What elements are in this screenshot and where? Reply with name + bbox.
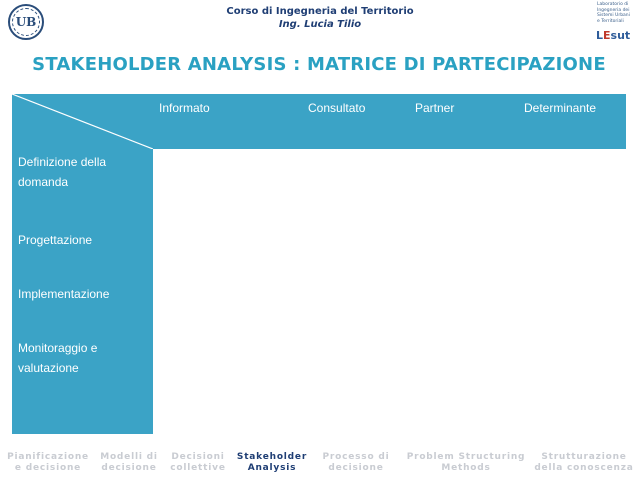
- nav-label-line2: collettive: [170, 463, 226, 473]
- nav-label-line1: Modelli di: [100, 452, 158, 462]
- teacher-name: Ing. Lucia Tilio: [278, 19, 362, 30]
- column-partner: Partner: [415, 101, 455, 115]
- nav-strutturazione-conoscenza[interactable]: [532, 452, 636, 474]
- row-definizione-domanda: Definizione della domanda: [18, 155, 107, 189]
- nav-label-line2: Analysis: [247, 463, 297, 473]
- lab-logo-line: Sistemi Urbani: [597, 13, 630, 18]
- nav-label-line1: Pianificazione: [7, 452, 89, 462]
- lab-logo-mark-a: L: [596, 29, 604, 42]
- lab-logo-mark-c: sut: [610, 29, 631, 42]
- lab-logo-line: Laboratorio di: [597, 2, 629, 7]
- university-seal-letters: UB: [12, 8, 40, 36]
- nav-label-line2: decisione: [101, 463, 157, 473]
- nav-problem-structuring-methods[interactable]: [402, 452, 530, 474]
- nav-pianificazione-decisione[interactable]: [2, 452, 94, 474]
- university-seal-logo: [8, 4, 44, 40]
- nav-label-line2: decisione: [328, 463, 384, 473]
- nav-label-line2: e decisione: [14, 463, 82, 473]
- column-consultato: Consultato: [308, 101, 366, 115]
- lab-logo-mark-b: E: [603, 29, 611, 42]
- footer-navigation: [0, 448, 638, 478]
- nav-label-line2: Methods: [441, 463, 491, 473]
- row-implementazione: Implementazione: [18, 287, 110, 301]
- lab-logo-line: e Territoriali: [597, 18, 624, 24]
- nav-label-line1: Processo di: [322, 452, 390, 462]
- page-title: STAKEHOLDER ANALYSIS : MATRICE DI PARTECIPAZIONE: [32, 54, 606, 75]
- lab-logo-mark: [596, 29, 630, 42]
- lab-logo-line: Ingegneria dei: [597, 7, 630, 13]
- matrix-row-header: [12, 149, 153, 434]
- corner-diagonal-divider: [12, 94, 153, 149]
- course-header: [190, 5, 450, 31]
- nav-label-line1: Stakeholder: [236, 452, 308, 462]
- nav-label-line1: Problem Structuring: [406, 452, 526, 462]
- row-monitoraggio-valutazione: Monitoraggio e valutazione: [18, 341, 98, 375]
- nav-label-line1: Strutturazione: [541, 452, 627, 462]
- column-informato: Informato: [159, 101, 210, 115]
- nav-label-line1: Decisioni: [171, 452, 225, 462]
- nav-stakeholder-analysis[interactable]: [232, 452, 312, 474]
- nav-modelli-decisione[interactable]: [96, 452, 162, 474]
- nav-label-line2: della conoscenza: [534, 463, 634, 473]
- lab-logo: [596, 2, 634, 42]
- row-progettazione: Progettazione: [18, 233, 93, 247]
- nav-decisioni-collettive[interactable]: [165, 452, 231, 474]
- matrix-column-header: [12, 94, 626, 149]
- nav-processo-decisione[interactable]: [316, 452, 396, 474]
- column-determinante: Determinante: [524, 101, 597, 115]
- course-name: Corso di Ingegneria del Territorio: [226, 6, 414, 17]
